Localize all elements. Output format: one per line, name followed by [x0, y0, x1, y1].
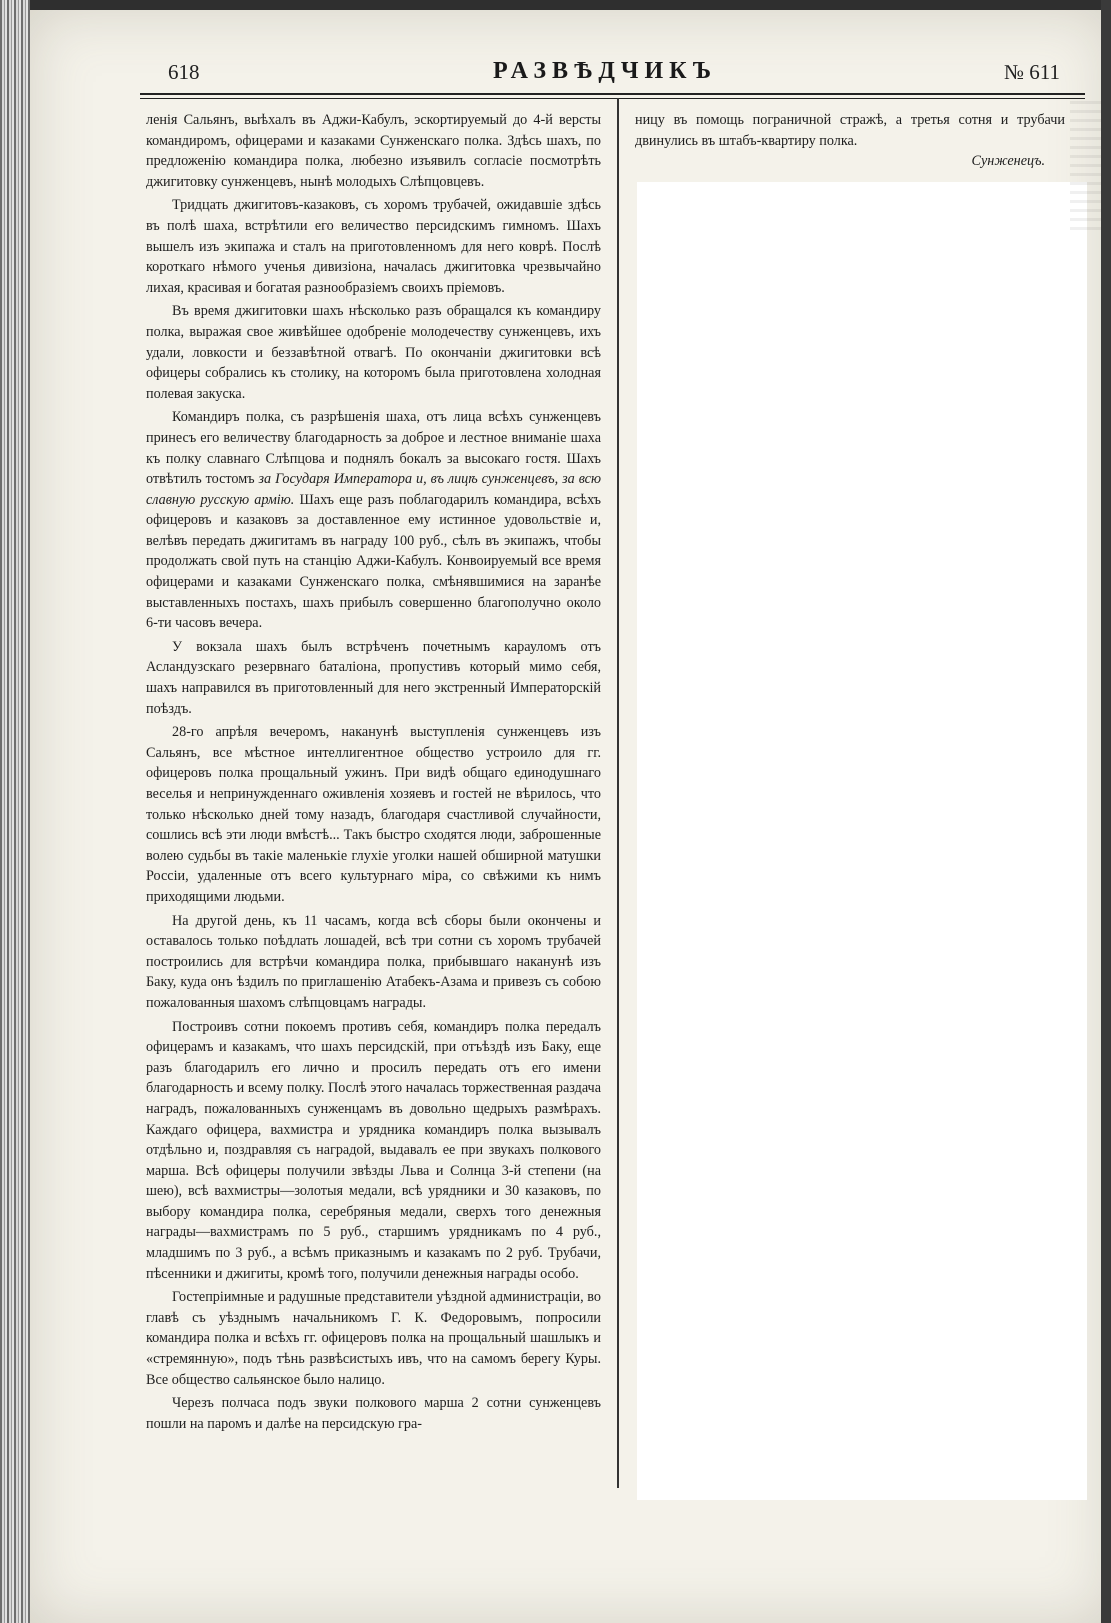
right-column	[635, 110, 1065, 172]
paragraph: Построивъ сотни покоемъ противъ себя, командиръ полка передалъ офицерамъ и казакамъ, что шахъ персидскій, при отъѣздѣ изъ Баку, еще разъ благодарилъ его лично и просилъ передать отъ его имени благодарность и всему полку. Послѣ этого началась торжественная раздача наградъ, пожалованныхъ сунженцамъ въ довольно щедрыхъ размѣрахъ. Каждаго офицера, вахмистра и урядника командиръ полка вызывалъ отдѣльно и, поздравляя съ наградой, выдавалъ ее при звукахъ полкового марша. Всѣ офицеры получили звѣзды Льва и Солнца 3-й степени (на шею), всѣ вахмистры—золотыя медали, всѣ урядники и 30 казаковъ, по выбору командира полка, серебряныя медали, сверхъ того денежныя награды—вахмистрамъ по 5 руб., старшимъ урядникамъ по 4 руб., младшимъ по 3 руб., а всѣмъ приказнымъ и казакамъ по 2 руб. Трубачи, пѣсенники и джигиты, кромѣ того, получили денежныя награды особо.	[146, 1018, 601, 1282]
paragraph: ницу въ помощь пограничной стражѣ, а третья сотня и трубачи двинулись въ штабъ-квартиру полка.	[635, 112, 1065, 149]
toast-text: Командиръ полка, съ разрѣшенія шаха, отъ лица всѣхъ сунженцевъ принесъ его величеству благодарность за доброе и лестное вниманіе шаха къ полку славнаго Слѣпцова и поднялъ бокалъ за высокаго гостя. Шахъ отвѣтилъ тостомъ	[146, 409, 601, 488]
paragraph: Въ время джигитовки шахъ нѣсколько разъ обращался къ командиру полка, выражая свое живѣйшее одобреніе молодечеству сунженцевъ, ихъ удали, ловкости и беззавѣтной отвагѣ. По окончаніи джигитовки всѣ офицеры собрались къ столику, на которомъ была приготовлена холодная полевая закуска.	[146, 303, 601, 402]
paragraph: Тридцать джигитовъ-казаковъ, съ хоромъ трубачей, ожидавшіе здѣсь въ полѣ шаха, встрѣтили его величество персидскимъ гимномъ. Шахъ вышелъ изъ экипажа и сталъ на приготовленномъ для него коврѣ. Послѣ короткаго нѣмого ученья дивизіона, началась джигитовка чрезвычайно лихая, красивая и богатая разнообразіемъ своихъ пріемовъ.	[146, 197, 601, 296]
left-column	[146, 110, 601, 1437]
issue-number: № 611	[1003, 60, 1060, 84]
page-number: 618	[168, 60, 200, 84]
paragraph: 28-го апрѣля вечеромъ, наканунѣ выступленія сунженцевъ изъ Сальянъ, все мѣстное интеллигентное общество устроило для гг. офицеровъ полка прощальный ужинъ. При видѣ общаго единодушнаго веселья и непринужденнаго оживленія хозяевъ и гостей не вѣрилось, что только нѣсколько дней тому назадъ, благодаря счастливой случайности, сошлись всѣ эти люди вмѣстѣ... Такъ быстро сходятся люди, заброшенные волею судьбы въ такіе маленькіе глухіе уголки нашей обширной матушки Россіи, удаленные отъ всего культурнаго міра, со свѣжими къ нимъ приходящими людьми.	[146, 724, 601, 905]
blank-redacted-area	[637, 182, 1087, 1500]
paragraph: ленія Сальянъ, выѣхалъ въ Аджи-Кабулъ, эскортируемый до 4-й версты командиромъ, офицерами и казаками Сунженскаго полка. Здѣсь шахъ, по предложенію командира полка, любезно изъявилъ согласіе посмотрѣть джигитовку сунженцевъ, нынѣ молодыхъ Слѣпцовцевъ.	[146, 112, 601, 190]
journal-title: РАЗВѢДЧИКЪ	[493, 58, 717, 84]
paragraph: Гостепріимные и радушные представители уѣздной администраціи, во главѣ съ уѣзднымъ начальникомъ Г. К. Федоровымъ, попросили командира полка и всѣхъ гг. офицеровъ полка на прощальный шашлыкъ и «стремянную», подъ тѣнь развѣсистыхъ ивъ, что на самомъ берегу Куры. Все общество сальянское было налицо.	[146, 1289, 601, 1388]
page-header	[140, 58, 1070, 94]
paragraph: Черезъ полчаса подъ звуки полкового марша 2 сотни сунженцевъ пошли на паромъ и далѣе на персидскую гра-	[146, 1395, 601, 1432]
scan-top-edge	[0, 0, 1111, 10]
scan-right-edge	[1101, 0, 1111, 1623]
paragraph: На другой день, къ 11 часамъ, когда всѣ сборы были окончены и оставалось только поѣдлать лошадей, всѣ три сотни съ хоромъ трубачей построились для встрѣчи командира полка, прибывшаго наканунѣ изъ Баку, куда онъ ѣздилъ по приглашенію Атабекъ-Азама и привезъ съ собою пожалованныя шахомъ слѣпцовцамъ награды.	[146, 912, 601, 1011]
toast-continuation: Шахъ еще разъ поблагодарилъ командира, всѣхъ офицеровъ и казаковъ за доставленное ему истинное удовольствіе и, велѣвъ передать джигитамъ въ награду 100 руб., сѣлъ въ экипажъ, чтобы продолжать свой путь на станцію Аджи-Кабулъ. Конвоируемый все время офицерами и казаками Сунженскаго полка, смѣнявшимися на заранѣе выставленныхъ постахъ, шахъ прибылъ совершенно благополучно около 6-ти часовъ вечера.	[146, 491, 602, 632]
author-signature: Сунженецъ.	[971, 153, 1045, 170]
header-rule	[140, 93, 1085, 99]
toast-italic-text: за Государя Императора и, въ лицѣ сунженцевъ, за всю славную русскую армію.	[146, 471, 601, 508]
book-spine-edge	[0, 0, 30, 1623]
column-divider	[617, 98, 619, 1488]
paragraph: У вокзала шахъ былъ встрѣченъ почетнымъ карауломъ отъ Асландузскаго резервнаго баталіона, пропустивъ который мимо себя, шахъ направился въ приготовленный для него экстренный Императорскій поѣздъ.	[146, 638, 601, 717]
paragraph-toast	[146, 407, 601, 634]
